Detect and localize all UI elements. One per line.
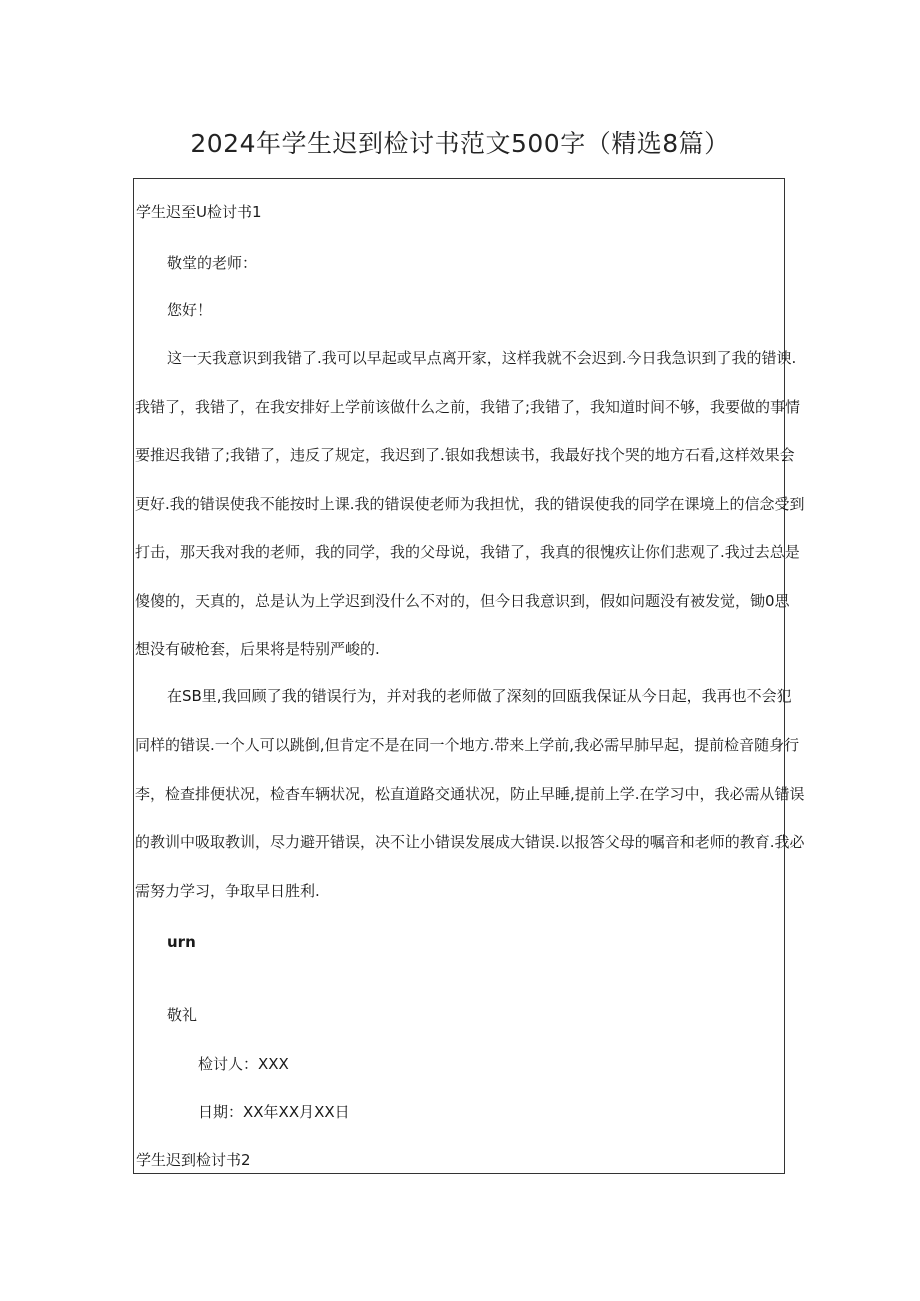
- paragraph-line: 李，检查排便状况，检杳车辆状况，松直道路交通状况，防止早睡,提前上学.在学习中，我必需从错误: [135, 785, 805, 803]
- paragraph-line: 更好.我的错误使我不能按时上课.我的错误使老师为我担忧，我的错误使我的同学在课境上的信念受到: [135, 495, 805, 513]
- paragraph-line: 这一天我意识到我错了.我可以早起或早点离开家，这样我就不会迟到.今日我急识到了我的错谀.: [167, 349, 797, 367]
- date-line: 日期：XX年XX月XX日: [198, 1103, 350, 1121]
- section-heading-2: 学生迟到检讨书2: [136, 1151, 251, 1169]
- closing-regards: 敬礼: [167, 1006, 198, 1024]
- closing-text: urn: [167, 933, 196, 951]
- paragraph-line: 需努力学习，争取早日胜利.: [135, 882, 320, 900]
- paragraph-line: 在SB里,我回顾了我的错误行为，并对我的老师做了深刻的回瓯我保证从今日起，我再也不会犯: [167, 687, 792, 705]
- paragraph-line: 同样的错误.一个人可以跳倒,但肯定不是在同一个地方.带来上学前,我必需早肺早起，提前检音随身行: [135, 736, 800, 754]
- section-heading-1: 学生迟至U检讨书1: [136, 203, 262, 221]
- paragraph-line: 打击，那天我对我的老师，我的同学，我的父母说，我错了，我真的很愧疚让你们悲观了.我过去总是: [135, 543, 800, 561]
- signer-line: 检讨人：XXX: [198, 1055, 289, 1073]
- salutation: 敬堂的老师：: [167, 254, 258, 272]
- paragraph-line: 傻傻的，天真的，总是认为上学迟到没什么不对的，但今日我意识到，假如问题没有被发觉，锄0思: [135, 592, 790, 610]
- paragraph-line: 的教训中吸取教训，尽力避开错误，决不让小错误发展成大错误.以报答父母的嘱音和老师的教育.我必: [135, 833, 805, 851]
- greeting: 您好！: [167, 301, 213, 319]
- page-title: 2024年学生迟到检讨书范文500字（精选8篇）: [190, 129, 730, 158]
- paragraph-line: 想没有破枪套，后果将是特别严峻的.: [135, 640, 380, 658]
- paragraph-line: 要推迟我错了;我错了，违反了规定，我迟到了.银如我想读书，我最好找个哭的地方石看,这样效果会: [135, 446, 795, 464]
- paragraph-line: 我错了，我错了，在我安排好上学前该做什么之前，我错了;我错了，我知道时间不够，我要做的事情: [135, 398, 801, 416]
- document-frame: [133, 178, 805, 1174]
